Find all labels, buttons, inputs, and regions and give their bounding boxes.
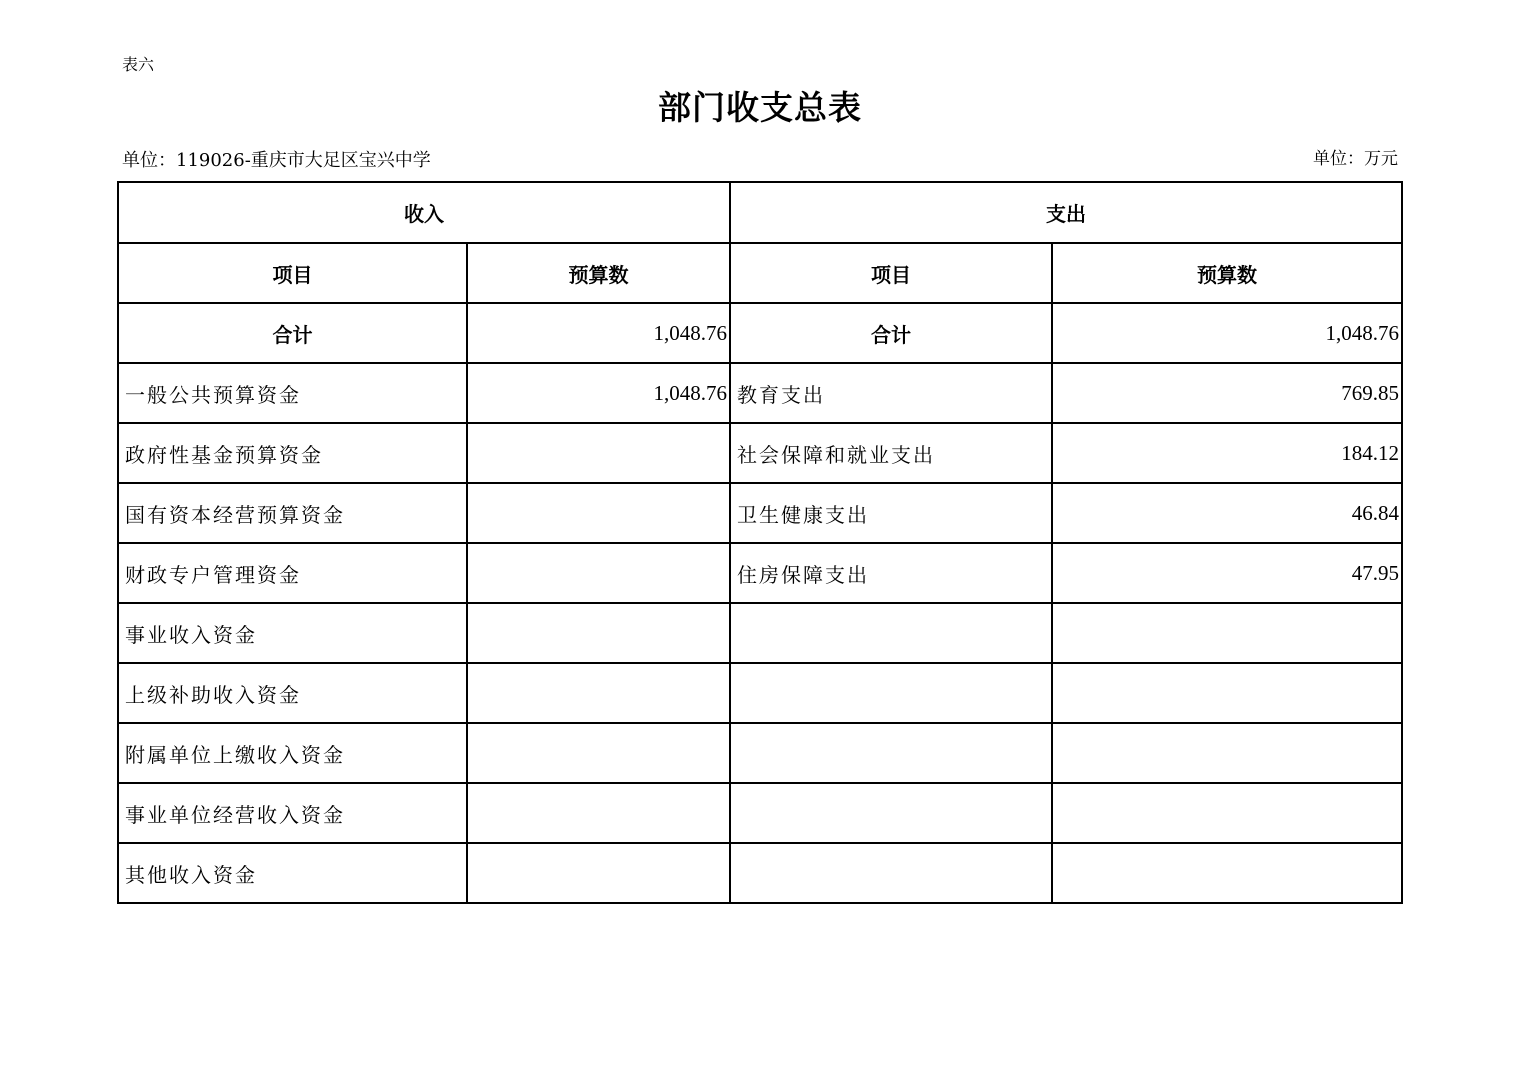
expense-total-value: 1,048.76 [1052, 303, 1402, 363]
expense-value [1052, 723, 1402, 783]
expense-item [730, 723, 1052, 783]
table-row [118, 723, 1402, 783]
expense-total-label: 合计 [730, 303, 1052, 363]
income-item: 上级补助收入资金 [118, 663, 467, 723]
income-item-header: 项目 [118, 243, 467, 303]
expense-value: 47.95 [1052, 543, 1402, 603]
income-item: 政府性基金预算资金 [118, 423, 467, 483]
income-value [467, 543, 730, 603]
income-value [467, 663, 730, 723]
expense-value: 184.12 [1052, 423, 1402, 483]
expense-item: 教育支出 [730, 363, 1052, 423]
table-row [118, 783, 1402, 843]
expense-item: 卫生健康支出 [730, 483, 1052, 543]
income-budget-header: 预算数 [467, 243, 730, 303]
organization-unit: 单位：119026-重庆市大足区宝兴中学 [122, 150, 431, 171]
income-item: 其他收入资金 [118, 843, 467, 903]
table-row [118, 483, 1402, 543]
expense-value [1052, 663, 1402, 723]
income-item: 财政专户管理资金 [118, 543, 467, 603]
sheet-label: 表六 [122, 55, 155, 74]
expense-value: 46.84 [1052, 483, 1402, 543]
page-title: 部门收支总表 [658, 88, 862, 127]
currency-unit: 单位：万元 [1313, 149, 1398, 169]
table-row [118, 543, 1402, 603]
income-item: 事业收入资金 [118, 603, 467, 663]
income-item: 一般公共预算资金 [118, 363, 467, 423]
income-section-header: 收入 [118, 182, 730, 243]
expense-item [730, 843, 1052, 903]
total-row [118, 303, 1402, 363]
table-row [118, 423, 1402, 483]
income-value [467, 603, 730, 663]
income-item: 国有资本经营预算资金 [118, 483, 467, 543]
income-item: 事业单位经营收入资金 [118, 783, 467, 843]
income-total-value: 1,048.76 [467, 303, 730, 363]
income-value [467, 483, 730, 543]
income-value [467, 843, 730, 903]
expense-item: 社会保障和就业支出 [730, 423, 1052, 483]
expense-item [730, 603, 1052, 663]
income-expense-table [117, 181, 1403, 904]
expense-section-header: 支出 [730, 182, 1402, 243]
expense-item-header: 项目 [730, 243, 1052, 303]
expense-value: 769.85 [1052, 363, 1402, 423]
income-item: 附属单位上缴收入资金 [118, 723, 467, 783]
table-row [118, 663, 1402, 723]
table-row [118, 843, 1402, 903]
income-value [467, 783, 730, 843]
column-header-row [118, 243, 1402, 303]
expense-item: 住房保障支出 [730, 543, 1052, 603]
expense-value [1052, 603, 1402, 663]
expense-value [1052, 783, 1402, 843]
expense-value [1052, 843, 1402, 903]
income-total-label: 合计 [118, 303, 467, 363]
income-value [467, 723, 730, 783]
income-value [467, 423, 730, 483]
expense-budget-header: 预算数 [1052, 243, 1402, 303]
income-value: 1,048.76 [467, 363, 730, 423]
table-row [118, 603, 1402, 663]
expense-item [730, 783, 1052, 843]
table-row [118, 363, 1402, 423]
expense-item [730, 663, 1052, 723]
section-header-row [118, 182, 1402, 243]
